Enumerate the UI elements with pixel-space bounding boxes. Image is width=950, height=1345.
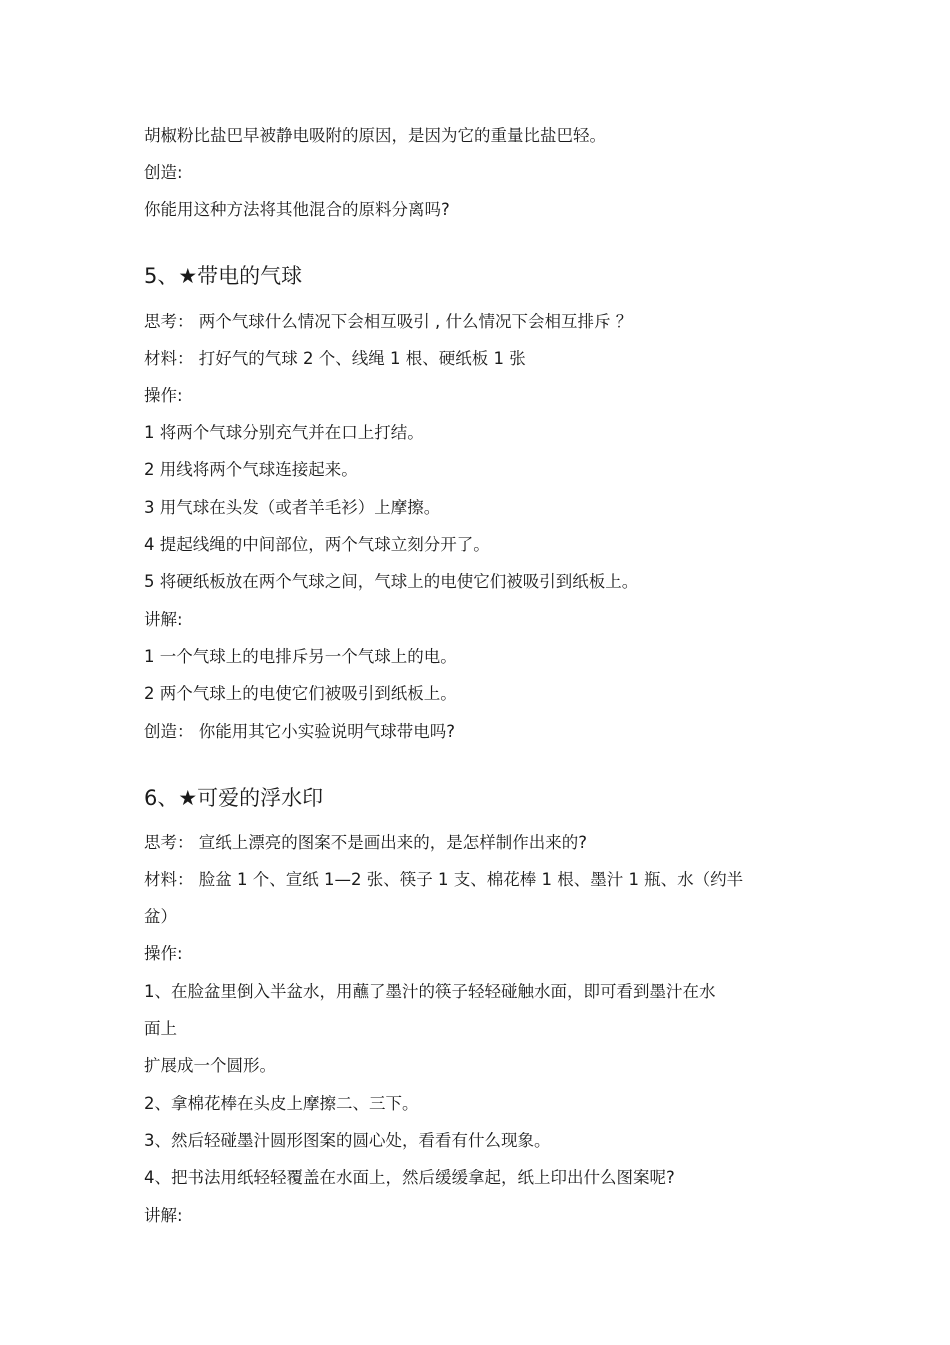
section-5-explanation: 1 一个气球上的电排斥另一个气球上的电。 xyxy=(144,647,457,666)
section-6-step: 2、拿棉花棒在头皮上摩擦二、三下。 xyxy=(144,1094,419,1113)
section-6-explain-label: 讲解: xyxy=(144,1206,183,1225)
create-question: 你能用这种方法将其他混合的原料分离吗? xyxy=(144,200,450,219)
section-6-title: 6、★可爱的浮水印 xyxy=(144,786,324,810)
section-5-step: 5 将硬纸板放在两个气球之间，气球上的电使它们被吸引到纸板上。 xyxy=(144,572,639,591)
section-6-step: 面上 xyxy=(144,1019,177,1038)
section-6-materials-cont: 盆） xyxy=(144,907,177,926)
intro-text-line: 胡椒粉比盐巴早被静电吸附的原因，是因为它的重量比盐巴轻。 xyxy=(144,126,606,145)
section-5-step: 3 用气球在头发（或者羊毛衫）上摩擦。 xyxy=(144,498,441,517)
section-6-step: 扩展成一个圆形。 xyxy=(144,1056,276,1075)
section-6-operation-label: 操作: xyxy=(144,944,183,963)
section-6-think: 思考： 宣纸上漂亮的图案不是画出来的，是怎样制作出来的? xyxy=(144,833,588,852)
section-5-title: 5、★带电的气球 xyxy=(144,264,303,288)
create-label: 创造: xyxy=(144,163,183,182)
section-6-step: 4、把书法用纸轻轻覆盖在水面上，然后缓缓拿起，纸上印出什么图案呢? xyxy=(144,1168,675,1187)
section-5-step: 2 用线将两个气球连接起来。 xyxy=(144,460,358,479)
section-6-materials: 材料： 脸盆 1 个、宣纸 1—2 张、筷子 1 支、棉花棒 1 根、墨汁 1 瓶、水（约半 xyxy=(144,870,744,889)
section-5-think: 思考： 两个气球什么情况下会相互吸引 , 什么情况下会相互排斥 ？ xyxy=(144,312,633,331)
section-5-step: 4 提起线绳的中间部位，两个气球立刻分开了。 xyxy=(144,535,490,554)
section-5-explain-label: 讲解: xyxy=(144,610,183,629)
section-5-operation-label: 操作: xyxy=(144,386,183,405)
section-5-create: 创造： 你能用其它小实验说明气球带电吗? xyxy=(144,722,456,741)
section-5-explanation: 2 两个气球上的电使它们被吸引到纸板上。 xyxy=(144,684,457,703)
section-6-step: 3、然后轻碰墨汁圆形图案的圆心处，看看有什么现象。 xyxy=(144,1131,551,1150)
section-5-materials: 材料： 打好气的气球 2 个、线绳 1 根、硬纸板 1 张 xyxy=(144,349,526,368)
section-6-step: 1、在脸盆里倒入半盆水，用蘸了墨汁的筷子轻轻碰触水面，即可看到墨汁在水 xyxy=(144,982,716,1001)
section-5-step: 1 将两个气球分别充气并在口上打结。 xyxy=(144,423,424,442)
